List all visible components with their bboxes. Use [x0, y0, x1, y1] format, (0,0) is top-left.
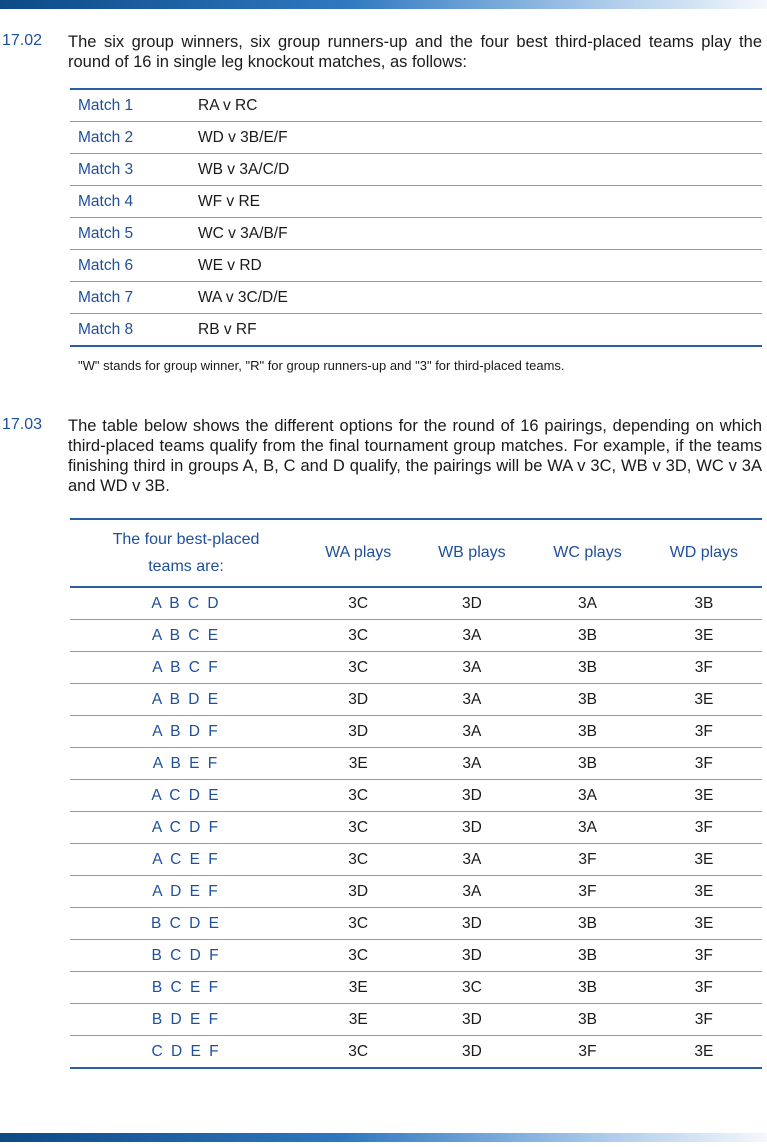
- match-pairing: WE v RD: [198, 250, 762, 282]
- wc-opponent-cell: 3F: [578, 1042, 597, 1060]
- table-row: [70, 652, 762, 684]
- qualified-groups-cell: B C D E: [70, 908, 302, 940]
- qualified-groups-cell: B D E F: [70, 1004, 302, 1036]
- wd-opponent-cell: 3F: [646, 972, 762, 1004]
- wb-opponent-cell: 3D: [414, 587, 529, 620]
- wd-opponent-cell: 3E: [646, 620, 762, 652]
- match-row: [70, 154, 762, 186]
- qualified-groups-cell: A B C F: [70, 652, 302, 684]
- qualified-groups-cell: A D E F: [70, 876, 302, 908]
- table-row: [70, 812, 762, 844]
- match-pairing: RA v RC: [198, 89, 762, 122]
- wc-opponent-cell: 3B: [529, 652, 645, 684]
- wc-opponent-cell: 3B: [529, 620, 645, 652]
- qualified-groups-cell: A B D E: [70, 684, 302, 716]
- wd-opponent-cell: 3F: [646, 652, 762, 684]
- wd-opponent-cell: 3B: [646, 587, 762, 620]
- wa-opponent-cell: 3C: [302, 812, 414, 844]
- match-pairing: WD v 3B/E/F: [198, 122, 762, 154]
- header-best-placed: [70, 519, 302, 587]
- match-pairing: WF v RE: [198, 186, 762, 218]
- section-number: 17.02: [2, 32, 43, 49]
- wa-opponent-cell: 3C: [302, 908, 414, 940]
- wd-opponent-cell: 3E: [646, 908, 762, 940]
- wd-opponent-cell: 3E: [694, 1042, 714, 1060]
- match-label: Match 4: [70, 186, 198, 218]
- wb-opponent-cell: 3D: [414, 908, 529, 940]
- wa-opponent-cell: 3C: [302, 844, 414, 876]
- table-row: [70, 876, 762, 908]
- match-pairing: RB v RF: [198, 320, 257, 338]
- match-row: [70, 218, 762, 250]
- header-wb: WB plays: [414, 519, 529, 587]
- wb-opponent-cell: 3A: [414, 684, 529, 716]
- wa-opponent-cell: 3C: [302, 780, 414, 812]
- bottom-decorative-bar: [0, 1133, 767, 1142]
- header-wa: WA plays: [302, 519, 414, 587]
- match-table: [70, 88, 762, 347]
- table-row: [70, 908, 762, 940]
- wa-opponent-cell: 3E: [302, 748, 414, 780]
- match-pairing: WA v 3C/D/E: [198, 282, 762, 314]
- table-row: [70, 972, 762, 1004]
- wc-opponent-cell: 3F: [529, 876, 645, 908]
- wb-opponent-cell: 3A: [414, 716, 529, 748]
- wa-opponent-cell: 3D: [302, 684, 414, 716]
- wa-opponent-cell: 3C: [302, 587, 414, 620]
- header-line-2: teams are:: [148, 558, 224, 575]
- match-row: [70, 122, 762, 154]
- match-row: [70, 186, 762, 218]
- wc-opponent-cell: 3B: [529, 972, 645, 1004]
- wd-opponent-cell: 3E: [646, 684, 762, 716]
- wa-opponent-cell: 3D: [302, 716, 414, 748]
- section-paragraph: The table below shows the different options for the round of 16 pairings, depending on which third-placed teams qualify from the final tournament group matches. For example, if the teams finishing third in groups A, B, C and D qualify, the pairings will be WA v 3C, WB v 3D, WC v 3A and WD v 3B.: [68, 417, 762, 495]
- wb-opponent-cell: 3D: [414, 780, 529, 812]
- match-label: Match 2: [70, 122, 198, 154]
- wc-opponent-cell: 3B: [529, 716, 645, 748]
- wa-opponent-cell: 3D: [302, 876, 414, 908]
- match-row: [70, 250, 762, 282]
- table-row: [70, 716, 762, 748]
- section-paragraph: The six group winners, six group runners-up and the four best third-placed teams play the round of 16 in single leg knockout matches, as follows:: [68, 33, 762, 71]
- wb-opponent-cell: 3D: [414, 812, 529, 844]
- wd-opponent-cell: 3E: [646, 844, 762, 876]
- table-row: [70, 940, 762, 972]
- qualified-groups-cell: A C D E: [70, 780, 302, 812]
- wc-opponent-cell: 3B: [529, 748, 645, 780]
- wb-opponent-cell: 3A: [414, 652, 529, 684]
- wd-opponent-cell: 3F: [646, 1004, 762, 1036]
- qualified-groups-cell: A C D F: [70, 812, 302, 844]
- wd-opponent-cell: 3F: [646, 940, 762, 972]
- wa-opponent-cell: 3E: [302, 1004, 414, 1036]
- header-wd: WD plays: [646, 519, 762, 587]
- table-row: [70, 1004, 762, 1036]
- wb-opponent-cell: 3A: [414, 620, 529, 652]
- wa-opponent-cell: 3C: [302, 652, 414, 684]
- qualified-groups-cell: B C D F: [70, 940, 302, 972]
- table-row: [70, 748, 762, 780]
- header-line-1: The four best-placed: [112, 531, 260, 548]
- legend-note: "W" stands for group winner, "R" for group runners-up and "3" for third-placed teams.: [78, 358, 565, 373]
- match-label: Match 5: [70, 218, 198, 250]
- wc-opponent-cell: 3B: [529, 908, 645, 940]
- wd-opponent-cell: 3F: [646, 812, 762, 844]
- table-row: [70, 620, 762, 652]
- qualified-groups-cell: A B C E: [70, 620, 302, 652]
- wb-opponent-cell: 3D: [461, 1042, 482, 1060]
- match-label: Match 1: [70, 89, 198, 122]
- match-label: Match 6: [70, 250, 198, 282]
- wb-opponent-cell: 3C: [414, 972, 529, 1004]
- match-label: Match 3: [70, 154, 198, 186]
- wc-opponent-cell: 3B: [529, 1004, 645, 1036]
- table-row: [70, 844, 762, 876]
- match-row: [70, 282, 762, 314]
- wd-opponent-cell: 3F: [646, 716, 762, 748]
- table-row: [70, 1036, 762, 1069]
- table-row: [70, 780, 762, 812]
- wa-opponent-cell: 3C: [348, 1042, 369, 1060]
- wb-opponent-cell: 3A: [414, 748, 529, 780]
- wa-opponent-cell: 3C: [302, 620, 414, 652]
- match-label: Match 8: [78, 320, 134, 338]
- wc-opponent-cell: 3B: [529, 940, 645, 972]
- table-row: [70, 684, 762, 716]
- wa-opponent-cell: 3C: [302, 940, 414, 972]
- top-decorative-bar: [0, 0, 767, 9]
- match-label: Match 7: [70, 282, 198, 314]
- qualified-groups-cell: A B E F: [70, 748, 302, 780]
- wc-opponent-cell: 3A: [529, 780, 645, 812]
- qualified-groups-cell: B C E F: [70, 972, 302, 1004]
- qualified-groups-cell: C D E F: [151, 1042, 221, 1060]
- wd-opponent-cell: 3E: [646, 780, 762, 812]
- match-pairing: WB v 3A/C/D: [198, 154, 762, 186]
- wc-opponent-cell: 3B: [529, 684, 645, 716]
- wa-opponent-cell: 3E: [302, 972, 414, 1004]
- wc-opponent-cell: 3A: [529, 587, 645, 620]
- wc-opponent-cell: 3A: [529, 812, 645, 844]
- qualified-groups-cell: A C E F: [70, 844, 302, 876]
- qualified-groups-cell: A B D F: [70, 716, 302, 748]
- qualified-groups-cell: A B C D: [70, 587, 302, 620]
- match-row: [70, 314, 762, 347]
- table-row: [70, 587, 762, 620]
- wb-opponent-cell: 3A: [414, 844, 529, 876]
- match-pairing: WC v 3A/B/F: [198, 218, 762, 250]
- wd-opponent-cell: 3F: [646, 748, 762, 780]
- header-wc: WC plays: [529, 519, 645, 587]
- wc-opponent-cell: 3F: [529, 844, 645, 876]
- wd-opponent-cell: 3E: [646, 876, 762, 908]
- match-row: [70, 89, 762, 122]
- wb-opponent-cell: 3A: [414, 876, 529, 908]
- pairing-options-table: [70, 518, 762, 1069]
- wb-opponent-cell: 3D: [414, 940, 529, 972]
- table-header-row: [70, 519, 762, 587]
- section-number: 17.03: [2, 416, 43, 433]
- wb-opponent-cell: 3D: [414, 1004, 529, 1036]
